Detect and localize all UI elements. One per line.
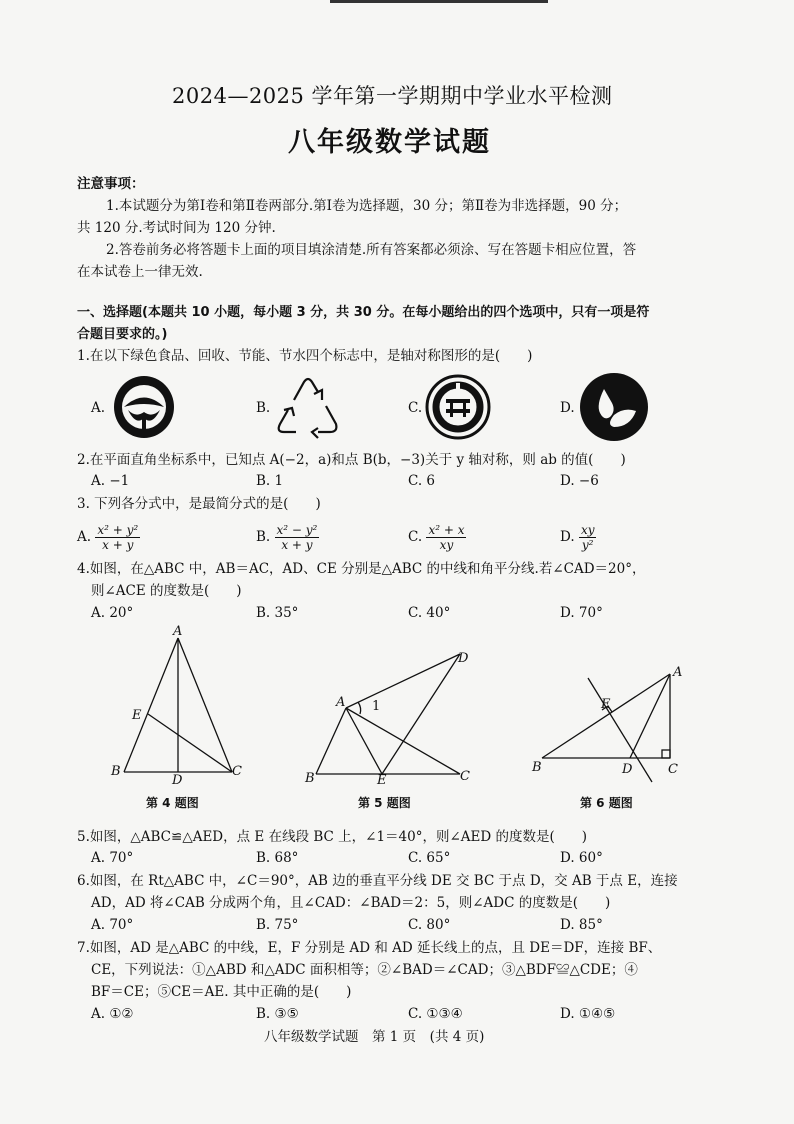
figure-6-caption: 第 6 题图	[580, 796, 633, 810]
fig4-side-ab	[124, 638, 178, 772]
q3-fraction-a: $\frac{\text{x² + y²}}{x + y}$	[97, 523, 139, 552]
fig4-label-c: C	[232, 764, 242, 779]
q6-option-b: B. 75°	[256, 917, 299, 933]
q3-option-a	[77, 523, 140, 552]
fig4-label-e: E	[132, 708, 142, 723]
fig6-label-d: D	[622, 762, 633, 777]
fig5-label-a: A	[336, 695, 346, 710]
notice-line1: 1.本试题分为第Ⅰ卷和第Ⅱ卷两部分.第Ⅰ卷为选择题，30 分；第Ⅱ卷为非选择题，90 分；	[106, 198, 628, 214]
figure-4-caption: 第 4 题图	[146, 796, 199, 810]
q6-option-a: A. 70°	[91, 917, 134, 933]
q7-option-b: B. ③⑤	[256, 1006, 299, 1022]
q2-stem: 2.在平面直角坐标系中，已知点 A(−2，a)和点 B(b，−3)关于 y 轴对称，则 ab 的值( )	[77, 452, 626, 468]
q4-option-a: A. 20°	[91, 605, 134, 621]
q5-option-b: B. 68°	[256, 850, 299, 866]
green-food-logo-icon	[112, 374, 176, 440]
fig5-label-d: D	[458, 651, 469, 666]
q2-option-c: C. 6	[408, 473, 436, 489]
figure-5-diagram	[300, 640, 490, 790]
q3-option-d	[560, 523, 596, 552]
q7-stem-line2: CE，下列说法：①△ABD 和△ADC 面积相等；②∠BAD＝∠CAD；③△BDF≌△CDE；④	[91, 962, 638, 978]
fig5-label-b: B	[305, 771, 315, 786]
figure-4-diagram	[108, 622, 258, 792]
q5-option-a: A. 70°	[91, 850, 134, 866]
notice-line1b: 共 120 分.考试时间为 120 分钟.	[77, 220, 276, 236]
fig6-label-e: E	[601, 697, 611, 712]
q7-option-c: C. ①③④	[408, 1006, 463, 1022]
q3-option-a-label: A.	[77, 529, 92, 545]
q1-option-d-label: D.	[560, 400, 575, 416]
q4-stem: 4.如图，在△ABC 中，AB＝AC，AD、CE 分别是△ABC 的中线和角平分线.若∠CAD＝20°，	[77, 561, 646, 577]
water-saving-logo-icon	[578, 371, 650, 443]
q7-stem: 7.如图，AD 是△ABC 的中线，E，F 分别是 AD 和 AD 延长线上的点，且 DE＝DF，连接 BF、	[77, 940, 662, 956]
q5-option-d: D. 60°	[560, 850, 603, 866]
fig4-label-d: D	[172, 773, 183, 788]
q5-stem: 5.如图，△ABC≌△AED，点 E 在线段 BC 上，∠1＝40°，则∠AED 的度数是( )	[77, 829, 588, 845]
q2-option-b: B. 1	[256, 473, 284, 489]
q4-option-c: C. 40°	[408, 605, 451, 621]
q6-stem-line2: AD，AD 将∠CAB 分成两个角，且∠CAD：∠BAD＝2：5，则∠ADC 的度数是( )	[91, 895, 611, 911]
q5-option-c: C. 65°	[408, 850, 451, 866]
exam-subtitle: 2024—2025 学年第一学期期中学业水平检测	[172, 84, 613, 108]
fig5-label-1: 1	[372, 699, 381, 714]
page-footer: 八年级数学试题 第 1 页 (共 4 页)	[264, 1029, 485, 1045]
q4-option-b: B. 35°	[256, 605, 299, 621]
q3-stem: 3. 下列各分式中，是最简分式的是( )	[77, 496, 321, 512]
q3-option-c-label: C.	[408, 529, 423, 545]
q3-fraction-b: $\frac{\text{x² − y²}}{x + y}$	[276, 523, 318, 552]
q3-option-d-label: D.	[560, 529, 575, 545]
q1-option-a-label: A.	[91, 400, 106, 416]
section-heading-line2: 合题目要求的。)	[77, 327, 168, 342]
fig5-label-e: E	[377, 773, 387, 788]
fig6-label-c: C	[668, 762, 678, 777]
notice-line2: 2.答卷前务必将答题卡上面的项目填涂清楚.所有答案都必须涂、写在答题卡相应位置，答	[106, 242, 637, 258]
notice-line2b: 在本试卷上一律无效.	[77, 264, 203, 280]
q3-fraction-d: $\frac{xy}{\text{y²}}$	[580, 523, 595, 552]
q1-option-c-label: C.	[408, 400, 423, 416]
exam-title: 八年级数学试题	[288, 127, 491, 158]
q7-stem-line3: BF＝CE；⑤CE＝AE. 其中正确的是( )	[91, 984, 352, 1000]
q7-option-a: A. ①②	[91, 1006, 134, 1022]
q6-stem: 6.如图，在 Rt△ABC 中，∠C＝90°，AB 边的垂直平分线 DE 交 BC 于点 D，交 AB 于点 E，连接	[77, 873, 678, 889]
q3-fraction-c: $\frac{\text{x² + x}}{xy}$	[428, 523, 465, 552]
fig6-label-a: A	[673, 665, 683, 680]
scan-top-mark	[330, 0, 548, 3]
q7-option-d: D. ①④⑤	[560, 1006, 616, 1022]
fig5-label-c: C	[460, 769, 470, 784]
q6-option-d: D. 85°	[560, 917, 603, 933]
q2-option-a: A. −1	[91, 473, 130, 489]
q4-stem-line2: 则∠ACE 的度数是( )	[91, 583, 242, 599]
q1-stem: 1.在以下绿色食品、回收、节能、节水四个标志中，是轴对称图形的是( )	[77, 348, 533, 364]
q6-option-c: C. 80°	[408, 917, 451, 933]
fig6-label-b: B	[532, 760, 542, 775]
q3-option-b	[256, 523, 319, 552]
q1-option-b-label: B.	[256, 400, 271, 416]
q3-option-b-label: B.	[256, 529, 271, 545]
q2-option-d: D. −6	[560, 473, 599, 489]
figure-6-diagram	[528, 660, 698, 790]
recycle-logo-icon	[272, 372, 344, 442]
fig4-label-a: A	[173, 624, 183, 639]
energy-saving-logo-icon	[424, 373, 492, 441]
fig4-bisector-ce	[148, 714, 232, 772]
fig4-side-ac	[178, 638, 232, 772]
section-heading: 一、选择题(本题共 10 小题，每小题 3 分，共 30 分。在每小题给出的四个选项中，只有一项是符	[77, 305, 650, 320]
fig4-label-b: B	[111, 764, 121, 779]
q3-option-c	[408, 523, 466, 552]
notice-heading: 注意事项：	[77, 176, 145, 192]
figure-5-caption: 第 5 题图	[358, 796, 411, 810]
q4-option-d: D. 70°	[560, 605, 603, 621]
